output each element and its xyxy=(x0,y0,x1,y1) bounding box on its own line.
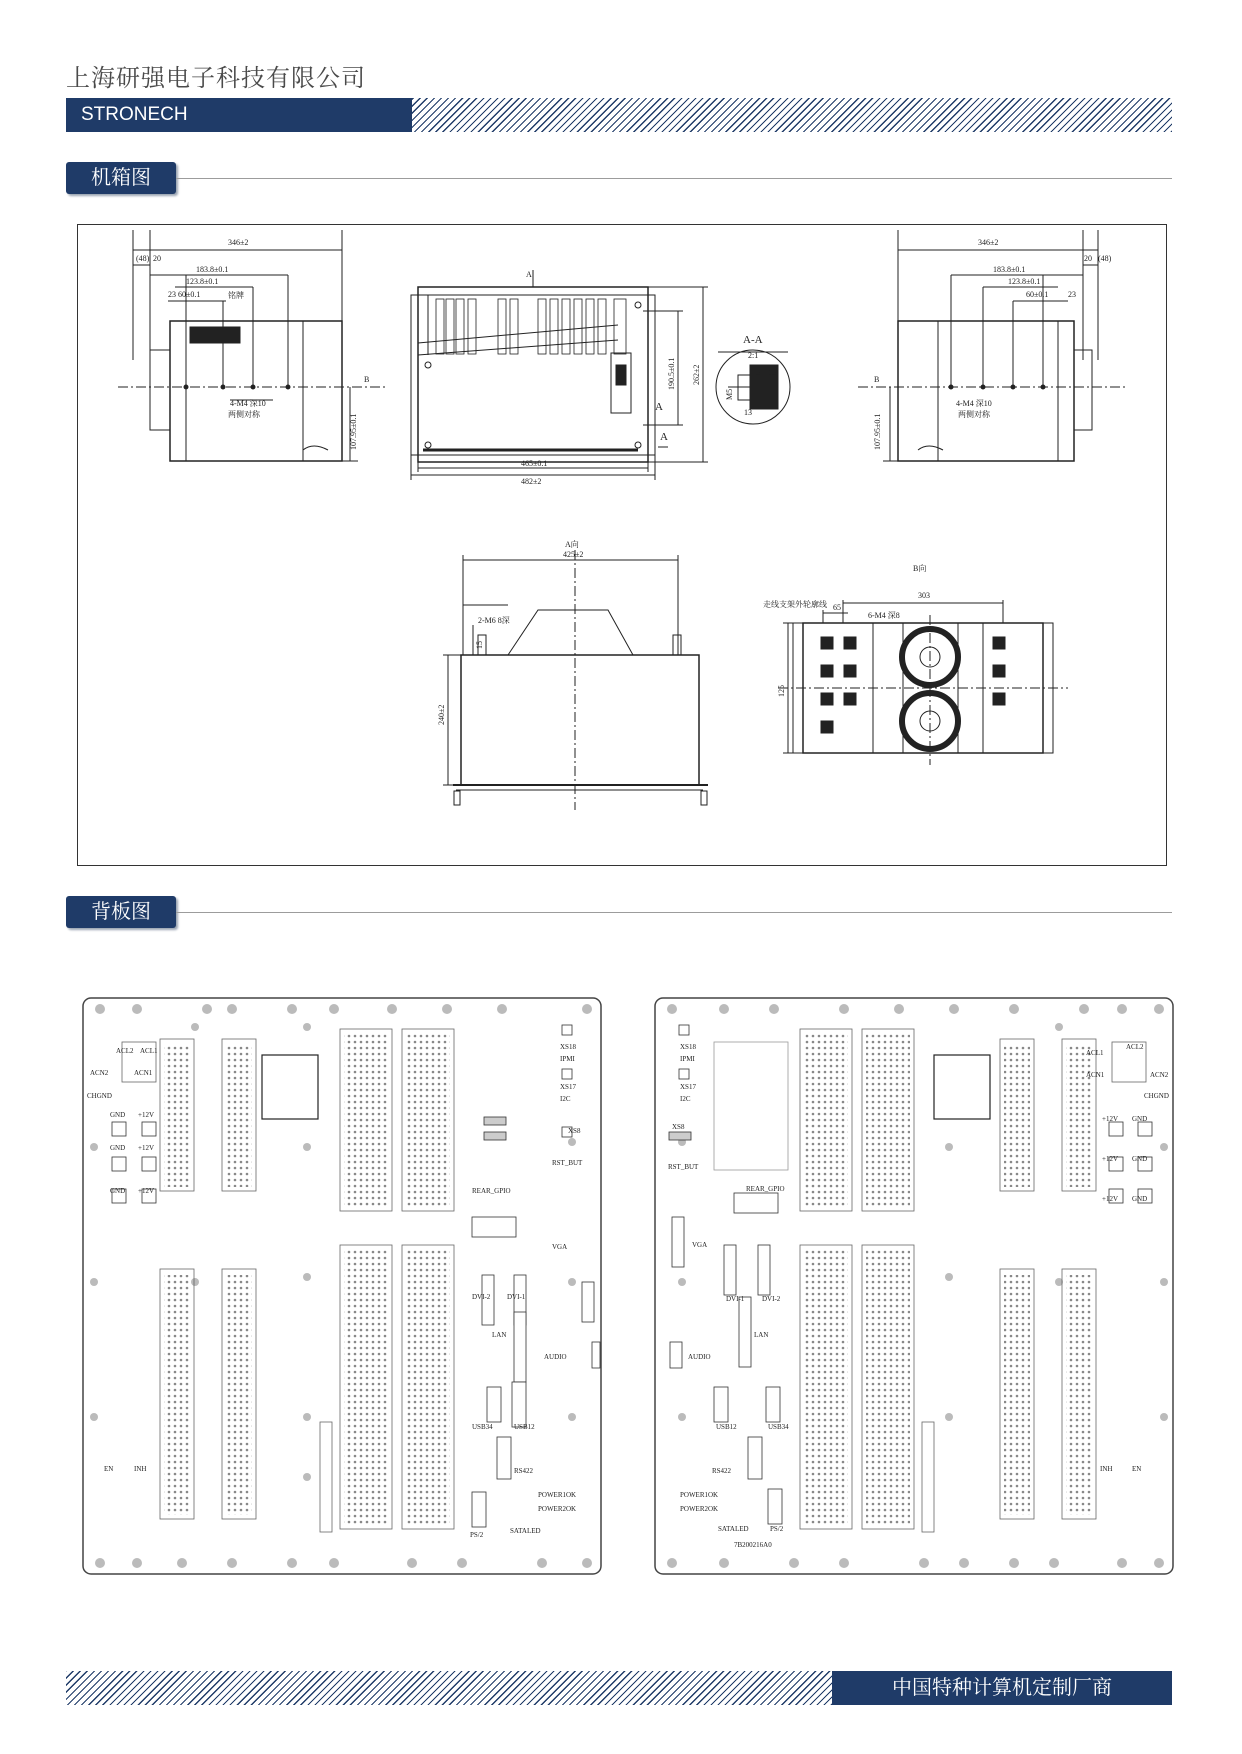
dim-text: 6-M4 深8 xyxy=(868,611,900,620)
header-hatch xyxy=(412,98,1172,132)
dim-text: 65 xyxy=(833,603,841,612)
dim-text: 240±2 xyxy=(437,704,446,725)
bp-label: INH xyxy=(1100,1465,1113,1473)
dim-text: 15 xyxy=(768,368,776,377)
bp-label: USB12 xyxy=(716,1423,737,1431)
bp-label: SATALED xyxy=(718,1525,749,1533)
dim-text: 107.95±0.1 xyxy=(349,413,358,450)
dim-text: B xyxy=(874,375,880,384)
dim-text: 183.8±0.1 xyxy=(993,265,1026,274)
bp-label: EN xyxy=(1132,1465,1142,1473)
dim-text: 23 xyxy=(168,290,176,299)
bp-label: GND xyxy=(110,1111,126,1119)
bp-label: LAN xyxy=(492,1331,507,1339)
bp-label: VGA xyxy=(692,1241,708,1249)
bp-label: POWER2OK xyxy=(680,1505,719,1513)
backplane-left xyxy=(82,997,602,1575)
left-side-view xyxy=(118,230,388,461)
dim-text: M5 xyxy=(725,388,734,400)
bp-label: CHGND xyxy=(1144,1092,1169,1100)
dim-text: 262±2 xyxy=(692,364,701,385)
bp-label: ACL1 xyxy=(140,1047,158,1055)
backplane-left-drawing xyxy=(82,997,602,1575)
dim-text: 铭牌 xyxy=(228,291,244,300)
section-aa xyxy=(716,350,790,424)
dim-text: A xyxy=(526,270,532,279)
bp-label: ACN1 xyxy=(1086,1071,1105,1079)
bp-label: +12V xyxy=(1102,1195,1119,1203)
bp-label: XS8 xyxy=(672,1123,685,1131)
bp-label: XS17 xyxy=(680,1083,696,1091)
dim-text: 2:1 xyxy=(748,351,759,360)
dim-text: 23 xyxy=(1068,290,1076,299)
view-b xyxy=(778,600,1068,765)
chassis-drawing xyxy=(78,225,1166,865)
bp-label: REAR_GPIO xyxy=(746,1185,785,1193)
bp-label: RST_BUT xyxy=(668,1163,699,1171)
dim-text: 107.95±0.1 xyxy=(873,413,882,450)
bp-label: CHGND xyxy=(87,1092,112,1100)
dim-text: 425±2 xyxy=(563,550,584,559)
bp-label: +12V xyxy=(1102,1155,1119,1163)
bp-label: DVI-2 xyxy=(762,1295,781,1303)
bp-label: SATALED xyxy=(510,1527,541,1535)
bp-label: USB34 xyxy=(768,1423,789,1431)
bp-label: INH xyxy=(134,1465,147,1473)
dim-text: 5 xyxy=(756,368,760,377)
dim-text: (48) xyxy=(136,254,150,263)
bp-label: IPMI xyxy=(560,1055,575,1063)
bp-label: +12V xyxy=(138,1111,155,1119)
bp-label: ACL1 xyxy=(1086,1049,1104,1057)
dim-text: 346±2 xyxy=(228,238,249,247)
dim-text: A xyxy=(660,431,668,443)
bp-label: I2C xyxy=(560,1095,571,1103)
front-view xyxy=(411,270,708,480)
bp-label: USB34 xyxy=(472,1423,493,1431)
dim-text: 183.8±0.1 xyxy=(196,265,229,274)
bp-label: GND xyxy=(110,1144,126,1152)
dim-text: 13 xyxy=(744,408,752,417)
bp-label: ACN2 xyxy=(90,1069,109,1077)
dim-text: 482±2 xyxy=(521,477,542,486)
backplane-right xyxy=(654,997,1174,1575)
section-title-chassis: 机箱图 xyxy=(66,162,176,194)
bp-label: LAN xyxy=(754,1331,769,1339)
bp-label: XS8 xyxy=(568,1127,581,1135)
dim-text: 4-M4 深10 xyxy=(956,399,992,408)
bp-label: AUDIO xyxy=(544,1353,567,1361)
dim-text: 20 xyxy=(1084,254,1092,263)
dim-text: B向 xyxy=(913,564,927,573)
bp-label: RS422 xyxy=(712,1467,732,1475)
dim-text: 465±0.1 xyxy=(521,459,548,468)
dim-text: 60±0.1 xyxy=(1026,290,1049,299)
bp-label: PS/2 xyxy=(770,1525,784,1533)
dim-text: 60±0.1 xyxy=(178,290,201,299)
bp-label: +12V xyxy=(138,1187,155,1195)
footer-slogan: 中国特种计算机定制厂商 xyxy=(832,1671,1172,1705)
bp-label: PS/2 xyxy=(470,1531,484,1539)
bp-label: POWER2OK xyxy=(538,1505,577,1513)
dimension-labels xyxy=(136,238,1112,725)
dim-text: A向 xyxy=(565,540,579,549)
dim-text: 两侧对称 xyxy=(228,410,260,419)
section-divider xyxy=(176,178,1172,179)
dim-text: 346±2 xyxy=(978,238,999,247)
section-title-backplane: 背板图 xyxy=(66,896,176,928)
dim-text: 2-M6 8深 xyxy=(478,616,510,625)
bp-label: EN xyxy=(104,1465,114,1473)
bp-label: POWER1OK xyxy=(538,1491,577,1499)
bp-label: POWER1OK xyxy=(680,1491,719,1499)
backplane-right-drawing xyxy=(654,997,1174,1575)
bp-label: ACL2 xyxy=(116,1047,134,1055)
bp-label: 7B200216A0 xyxy=(734,1541,772,1549)
bp-label: XS18 xyxy=(680,1043,696,1051)
section-divider xyxy=(176,912,1172,913)
bp-label: ACN2 xyxy=(1150,1071,1169,1079)
dim-text: A xyxy=(655,401,663,413)
dim-text: 123.8±0.1 xyxy=(186,277,219,286)
dim-text: B xyxy=(364,375,370,384)
bp-label: XS17 xyxy=(560,1083,576,1091)
bp-label: USB12 xyxy=(514,1423,535,1431)
dim-text: 15 xyxy=(475,641,484,649)
bp-label: RS422 xyxy=(514,1467,534,1475)
footer-hatch xyxy=(66,1671,832,1705)
dim-text: 190.5±0.1 xyxy=(667,357,676,390)
dim-text: (48) xyxy=(1098,254,1112,263)
dim-text: 两侧对称 xyxy=(958,410,990,419)
bp-label: +12V xyxy=(1102,1115,1119,1123)
bp-label: GND xyxy=(1132,1155,1148,1163)
dim-text: 走线支架外轮廓线 xyxy=(763,600,827,609)
bp-label: +12V xyxy=(138,1144,155,1152)
bp-label: DVI-2 xyxy=(472,1293,491,1301)
bp-label: DVI-1 xyxy=(726,1295,745,1303)
bp-label: I2C xyxy=(680,1095,691,1103)
bp-label: XS18 xyxy=(560,1043,576,1051)
bp-label: VGA xyxy=(552,1243,568,1251)
chassis-drawing-frame xyxy=(77,224,1167,866)
bp-label: REAR_GPIO xyxy=(472,1187,511,1195)
company-name: 上海研强电子科技有限公司 xyxy=(66,65,366,92)
bp-label: ACN1 xyxy=(134,1069,153,1077)
dim-text: A-A xyxy=(743,334,763,346)
bp-label: IPMI xyxy=(680,1055,695,1063)
dim-text: 123.8±0.1 xyxy=(1008,277,1041,286)
brand-bar: STRONECH xyxy=(66,98,412,132)
dim-text: 303 xyxy=(918,591,930,600)
dim-text: 125 xyxy=(777,685,786,697)
view-a xyxy=(443,550,708,810)
bp-label: GND xyxy=(1132,1195,1148,1203)
bp-label: GND xyxy=(1132,1115,1148,1123)
dim-text: 4-M4 深10 xyxy=(230,399,266,408)
bp-label: DVI-1 xyxy=(507,1293,526,1301)
bp-label: ACL2 xyxy=(1126,1043,1144,1051)
bp-label: GND xyxy=(110,1187,126,1195)
bp-label: AUDIO xyxy=(688,1353,711,1361)
bp-label: RST_BUT xyxy=(552,1159,583,1167)
dim-text: 20 xyxy=(153,254,161,263)
